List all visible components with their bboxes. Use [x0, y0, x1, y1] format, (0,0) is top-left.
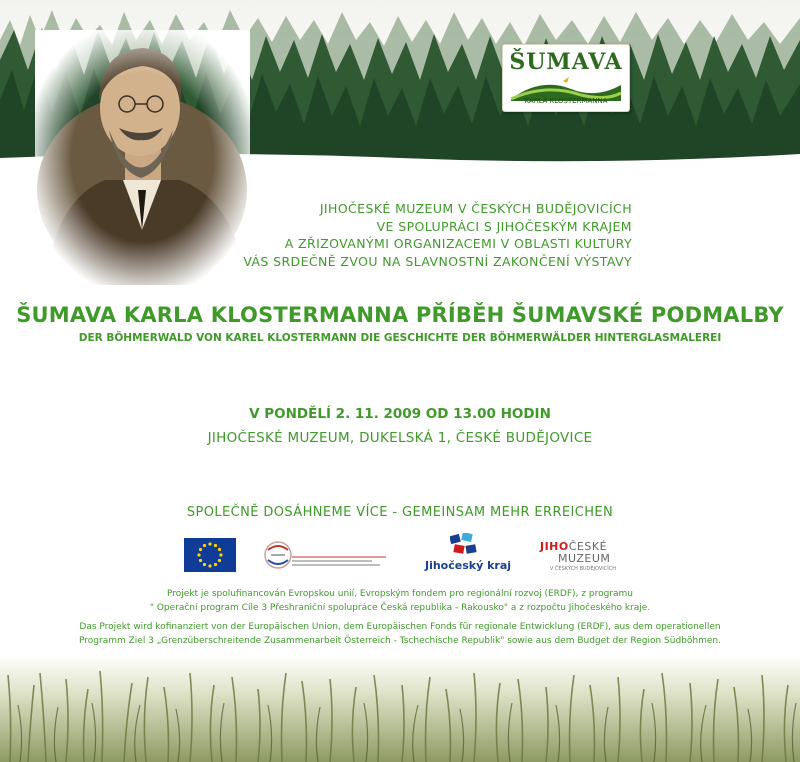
museum-logo-red: JIHO: [540, 540, 569, 553]
museum-logo-grey: ČESKÉ: [568, 540, 608, 553]
sumava-logo: [502, 44, 630, 112]
grass-banner: [0, 655, 800, 762]
museum-logo-line2: MUZEUM: [558, 552, 611, 565]
klostermann-portrait: [35, 30, 250, 285]
museum-logo-line3: V ČESKÝCH BUDĚJOVICÍCH: [549, 566, 616, 572]
motto: SPOLEČNĚ DOSÁHNEME VÍCE - GEMEINSAM MEHR ERREICHEN: [186, 505, 614, 520]
intro-line: JIHOČESKÉ MUZEUM V ČESKÝCH BUDĚJOVICÍCH: [319, 201, 632, 216]
exhibition-title-cz: ŠUMAVA KARLA KLOSTERMANNA PŘÍBĚH ŠUMAVSKÉ PODMALBY: [16, 303, 784, 327]
jihocesky-kraj-icon: [450, 533, 478, 557]
eu-flag-icon: [184, 538, 236, 572]
funding-de-line1: Das Projekt wird kofinanziert von der Europäischen Union, dem Europäischen Fonds für regionale Entwicklung (ERDF), aus dem operationellen: [79, 622, 721, 632]
intro-line: VÁS SRDEČNĚ ZVOU NA SLAVNOSTNÍ ZAKONČENÍ VÝSTAVY: [243, 253, 632, 269]
funding-cz-line2: " Operační program Cíle 3 Přeshraniční spolupráce Česká republika - Rakousko" a z rozpočtu Jihočeského kraje.: [149, 603, 651, 613]
museum-logo: [540, 540, 620, 576]
event-place: JIHOČESKÉ MUZEUM, DUKELSKÁ 1, ČESKÉ BUDĚJOVICE: [207, 430, 593, 446]
funding-de-line2: Programm Ziel 3 „Grenzüberschreitende Zusammenarbeit Österreich - Tschechische Republik" sowie aus dem Budget der Region Südböhmen.: [79, 636, 721, 646]
logo-subtitle: KARLA KLOSTERMANNA: [524, 97, 608, 105]
funding-cz-line1: Projekt je spolufinancován Evropskou unií, Evropským fondem pro regionální rozvoj (ERDF), z programu: [167, 589, 633, 599]
jihocesky-kraj-label: Jihočeský kraj: [424, 559, 512, 572]
cz-at-program-logo: [262, 538, 388, 572]
event-date: V PONDĚLÍ 2. 11. 2009 OD 13.00 HODIN: [249, 406, 551, 422]
invitation-intro: [243, 200, 632, 270]
intro-line: A ZŘIZOVANÝMI ORGANIZACEMI V OBLASTI KULTURY: [284, 236, 632, 251]
exhibition-title-de: DER BÖHMERWALD VON KAREL KLOSTERMANN DIE GESCHICHTE DER BÖHMERWÄLDER HINTERGLASMALEREI: [78, 332, 722, 344]
jihocesky-kraj-logo: [420, 533, 516, 577]
intro-line: VE SPOLUPRÁCI S JIHOČESKÝM KRAJEM: [376, 218, 632, 234]
logo-title: ŠUMAVA: [509, 49, 623, 75]
